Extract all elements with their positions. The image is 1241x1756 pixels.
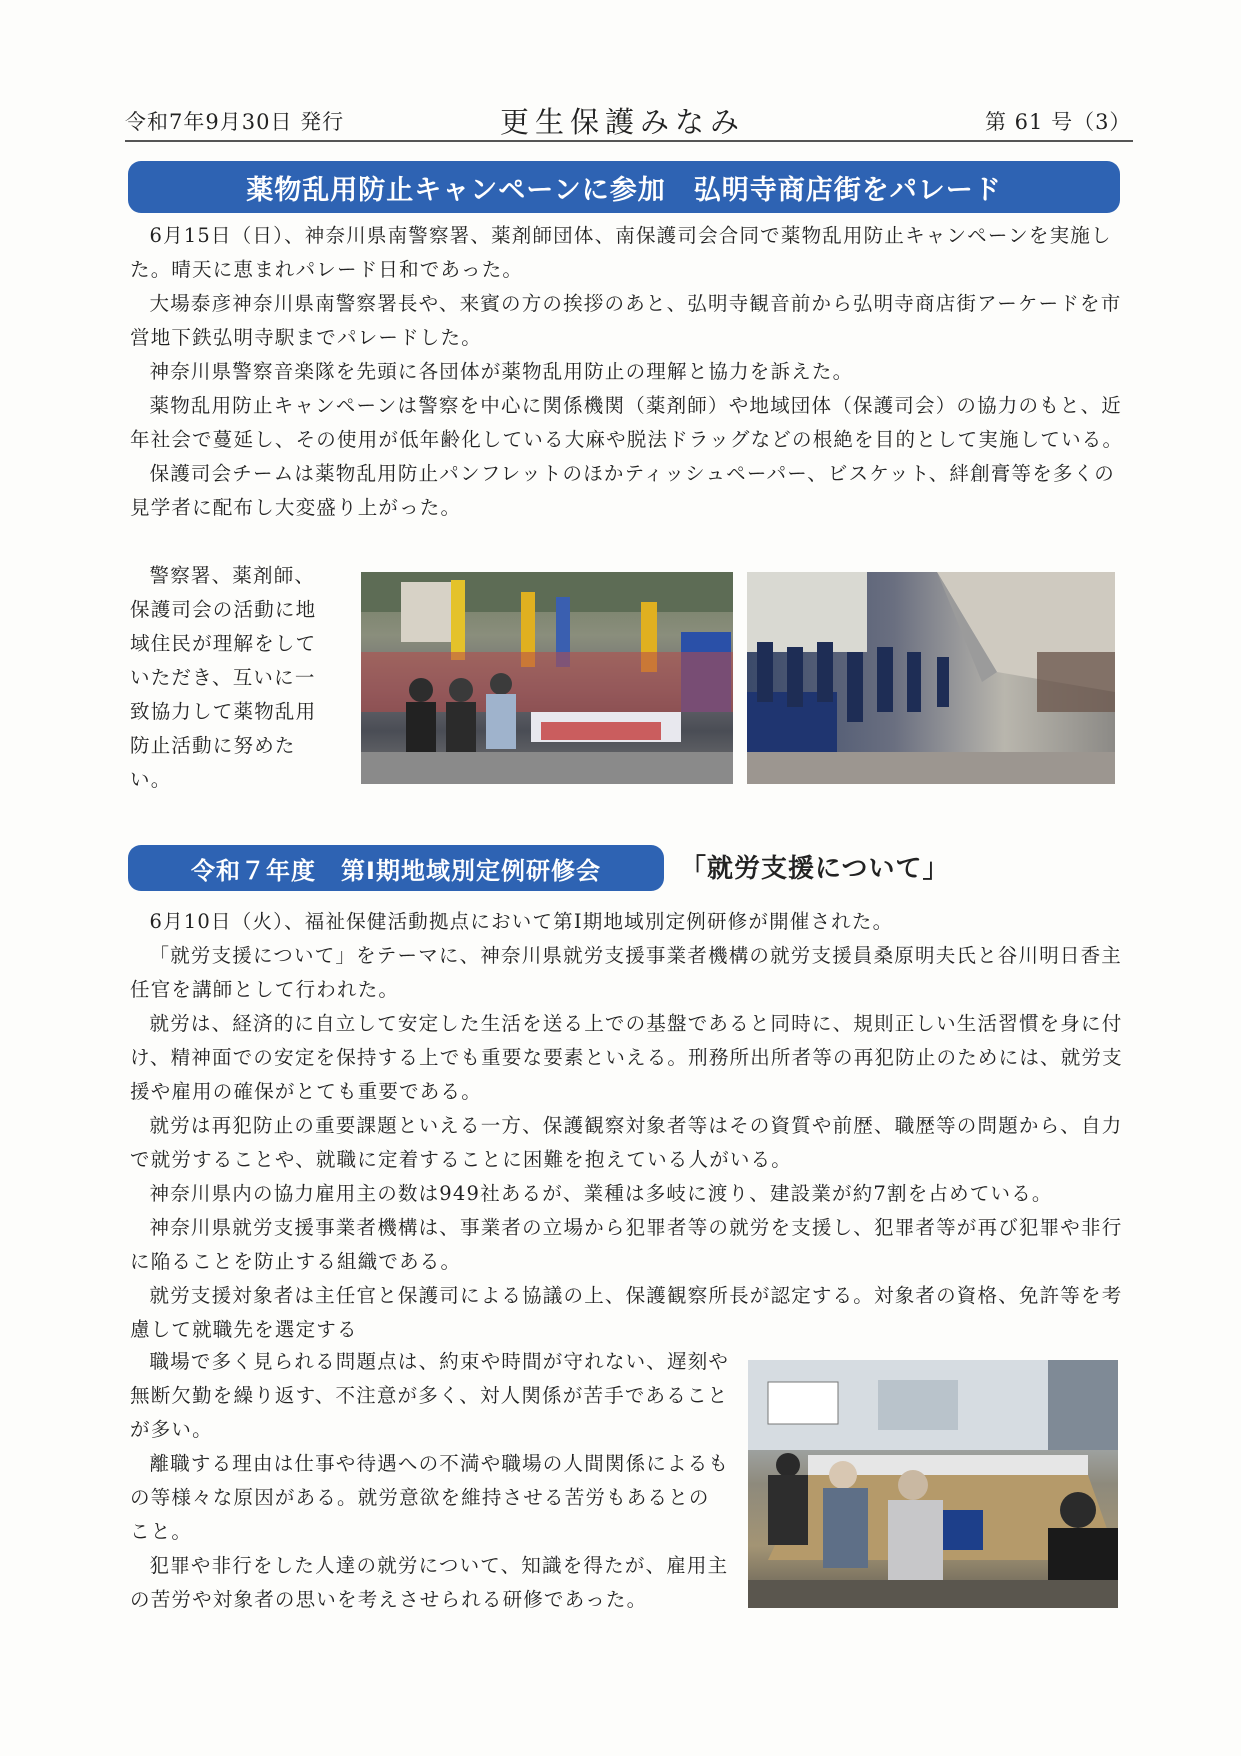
article1-title-banner xyxy=(128,161,1120,213)
article2-paragraph: 神奈川県就労支援事業者機構は、事業者の立場から犯罪者等の就労を支援し、犯罪者等が再び犯罪や非行に陥ることを防止する組織である。 xyxy=(130,1216,1123,1273)
article1-paragraph: 保護司会チームは薬物乱用防止パンフレットのほかティッシュペーパー、ビスケット、絆創膏等を多くの見学者に配布し大変盛り上がった。 xyxy=(130,462,1115,519)
article1-closing-text: 警察署、薬剤師、保護司会の活動に地域住民が理解をしていただき、互いに一致協力して薬物乱用防止活動に努めたい。 xyxy=(130,564,317,791)
article1-closing xyxy=(130,559,335,797)
article2-title: 令和７年度 第Ⅰ期地域別定例研修会 xyxy=(191,856,601,885)
article2-closing-paragraph: 職場で多く見られる問題点は、約束や時間が守れない、遅刻や無断欠勤を繰り返す、不注意が多く、対人関係が苦手であることが多い。 xyxy=(130,1350,730,1441)
article1-body xyxy=(130,219,1125,525)
article1-title: 薬物乱用防止キャンペーンに参加 弘明寺商店街をパレード xyxy=(246,174,1002,206)
article2-paragraph: 就労支援対象者は主任官と保護司による協議の上、保護観察所長が認定する。対象者の資格、免許等を考慮して就職先を選定する xyxy=(130,1284,1123,1341)
article2-body xyxy=(130,905,1125,1347)
article1-paragraph: 神奈川県警察音楽隊を先頭に各団体が薬物乱用防止の理解と協力を訴えた。 xyxy=(149,360,854,383)
article2-title-banner xyxy=(128,845,664,891)
article1-paragraph: 大場泰彦神奈川県南警察署長や、来賓の方の挨拶のあと、弘明寺観音前から弘明寺商店街アーケードを市営地下鉄弘明寺駅までパレードした。 xyxy=(130,292,1122,349)
article2-paragraph: 6月10日（火）、福祉保健活動拠点において第Ⅰ期地域別定例研修が開催された。 xyxy=(149,910,894,933)
article2-closing-paragraph: 離職する理由は仕事や待遇への不満や職場の人間関係によるもの等様々な原因がある。就労意欲を維持させる苦労もあるとのこと。 xyxy=(130,1452,730,1543)
police-band-parade-photo xyxy=(747,572,1115,784)
campaign-group-illustration xyxy=(361,572,733,784)
article2-closing xyxy=(130,1345,730,1617)
article1-paragraph: 薬物乱用防止キャンペーンは警察を中心に関係機関（薬剤師）や地域団体（保護司会）の協力のもと、近年社会で蔓延し、その使用が低年齢化している大麻や脱法ドラッグなどの根絶を目的として実施している。 xyxy=(130,394,1124,451)
training-seminar-photo xyxy=(748,1360,1118,1608)
article2-paragraph: 就労は再犯防止の重要課題といえる一方、保護観察対象者等はその資質や前歴、職歴等の問題から、自力で就労することや、就職に定着することに困難を抱えている人がいる。 xyxy=(130,1114,1123,1171)
seminar-illustration xyxy=(748,1360,1118,1608)
police-band-illustration xyxy=(747,572,1115,784)
article2-paragraph: 「就労支援について」をテーマに、神奈川県就労支援事業者機構の就労支援員桑原明夫氏と谷川明日香主任官を講師として行われた。 xyxy=(130,944,1123,1001)
article2-closing-paragraph: 犯罪や非行をした人達の就労について、知識を得たが、雇用主の苦労や対象者の思いを考えさせられる研修であった。 xyxy=(130,1554,729,1611)
article2-paragraph: 神奈川県内の協力雇用主の数は949社あるが、業種は多岐に渡り、建設業が約7割を占めている。 xyxy=(149,1182,1053,1205)
header-rule xyxy=(125,140,1133,142)
article2-paragraph: 就労は、経済的に自立して安定した生活を送る上での基盤であると同時に、規則正しい生活習慣を身に付け、精神面での安定を保持する上でも重要な要素といえる。刑務所出所者等の再犯防止のためには、就労支援や雇用の確保がとても重要である。 xyxy=(130,1012,1123,1103)
article1-paragraph: 6月15日（日）、神奈川県南警察署、薬剤師団体、南保護司会合同で薬物乱用防止キャンペーンを実施した。晴天に恵まれパレード日和であった。 xyxy=(130,224,1112,281)
issue-number: 第 61 号（3） xyxy=(985,110,1132,134)
issue-date: 令和7年9月30日 発行 xyxy=(125,110,345,134)
article2-subtitle: 「就労支援について」 xyxy=(680,854,950,884)
campaign-group-photo xyxy=(361,572,733,784)
newsletter-title: 更生保護みなみ xyxy=(500,105,746,139)
